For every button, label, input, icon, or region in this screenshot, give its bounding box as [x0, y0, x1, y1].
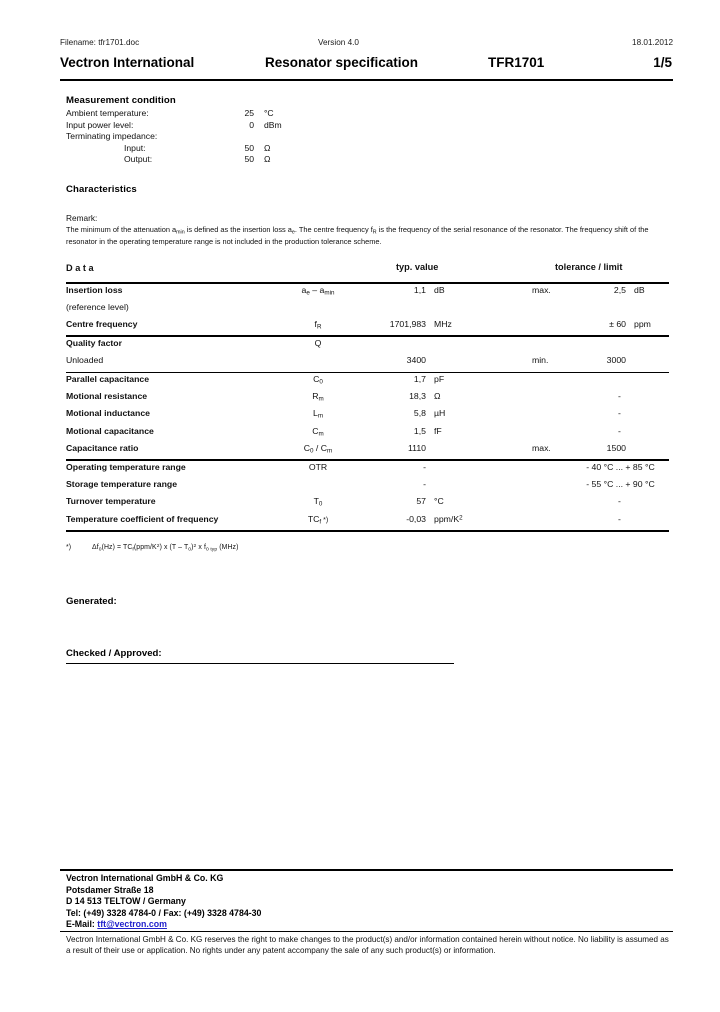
table-cell-unit: °C — [434, 496, 444, 507]
remark-part-3: . The centre frequency f — [294, 225, 373, 234]
table-row — [66, 337, 669, 354]
table-cell-qualifier: max. — [532, 284, 551, 295]
table-cell-range: - 55 °C ... + 90 °C — [586, 479, 655, 490]
table-cell-tolerance-unit: ppm — [634, 319, 651, 330]
table-row — [66, 442, 669, 459]
table-cell-tolerance: 2,5 — [613, 284, 626, 295]
footnote-p7: (MHz) — [217, 544, 239, 552]
table-row — [66, 407, 669, 424]
table-header-row — [66, 262, 669, 282]
table-cell-parameter: Motional resistance — [66, 390, 148, 401]
footer-street: Potsdamer Straße 18 — [66, 884, 154, 895]
table-cell-symbol: $R_m$ — [312, 390, 324, 403]
measurement-label: Input: — [124, 142, 146, 153]
footnote-p2: (Hz) = TC — [101, 544, 133, 552]
measurement-rows — [66, 108, 426, 166]
table-row — [66, 425, 669, 442]
measurement-unit: Ω — [264, 154, 271, 164]
footnote-p3: (ppm/K — [133, 544, 157, 552]
table-cell-typ-value: 1701,983 — [389, 319, 426, 330]
page-sheet — [60, 0, 673, 1012]
table-cell-unit: µH — [434, 408, 446, 419]
generated-label: Generated: — [66, 596, 117, 607]
table-cell-unit: pF — [434, 373, 445, 384]
filename-label: Filename: tfr1701.doc — [60, 38, 140, 47]
footer-email-label: E-Mail: — [66, 919, 98, 930]
measurement-row — [66, 108, 426, 120]
measurement-label: Output: — [124, 154, 153, 164]
version-label: Version 4.0 — [318, 38, 359, 47]
table-header-tolerance: tolerance / limit — [555, 262, 623, 272]
table-cell-parameter: Turnover temperature — [66, 496, 156, 507]
table-cell-symbol: $C_m$ — [312, 425, 324, 438]
measurement-label: Ambient temperature: — [66, 108, 149, 118]
spec-title: Resonator specification — [265, 55, 419, 70]
table-cell-parameter: Parallel capacitance — [66, 373, 150, 384]
footnote-sub3: 0 — [188, 547, 192, 553]
measurement-condition-title: Measurement condition — [66, 95, 176, 106]
table-cell-typ-value: - — [423, 479, 426, 490]
table-cell-parameter: Unloaded — [66, 355, 104, 366]
table-row — [66, 284, 669, 301]
remark-sub-fr: R — [372, 229, 377, 236]
footer-divider-bottom — [60, 931, 673, 932]
measurement-condition-section — [66, 95, 426, 166]
table-cell-parameter: Motional capacitance — [66, 425, 154, 436]
table-row — [66, 513, 669, 530]
table-cell-parameter: (reference level) — [66, 301, 129, 312]
table-cell-typ-value: 1110 — [407, 442, 426, 453]
table-cell-parameter: Capacitance ratio — [66, 442, 139, 453]
table-row — [66, 318, 669, 335]
table-cell-symbol: $a_e - a_{min}$ — [301, 284, 335, 297]
footnote-sub2: f — [132, 547, 134, 553]
remark-part-4: is the frequency of the serial resonance of the resonator. The frequency shift of the resonator in the operating temperature range is not included in the production tolerance scheme. — [66, 225, 649, 247]
page-number: 1/5 — [653, 55, 672, 70]
footnote-sub4: 0 typ — [205, 547, 218, 553]
footnote-formula — [66, 544, 239, 552]
measurement-label: Input power level: — [66, 119, 134, 130]
table-cell-unit: ppm/$K^2$ — [434, 513, 463, 524]
footer-company: Vectron International GmbH & Co. KG — [66, 873, 224, 883]
table-cell-typ-value: 57 — [416, 496, 426, 507]
table-cell-unit: Ω — [434, 390, 441, 401]
measurement-value: 50 — [244, 142, 254, 153]
table-cell-typ-value: 5,8 — [413, 408, 426, 419]
measurement-row — [66, 131, 426, 143]
header-title-row — [60, 55, 673, 75]
part-number: TFR1701 — [488, 55, 545, 70]
table-cell-typ-value: 1,5 — [413, 425, 426, 436]
table-cell-dash: - — [618, 408, 621, 419]
remark-label: Remark: — [66, 213, 98, 223]
table-cell-symbol: OTR — [308, 461, 328, 472]
footer-phone: Tel: (+49) 3328 4784-0 / Fax: (+49) 3328 4784-30 — [66, 907, 262, 918]
footnote-p4: ) x (T – T — [159, 544, 189, 552]
table-cell-tolerance: ± 60 — [609, 319, 626, 330]
footnote-sup2: 2 — [193, 544, 197, 549]
table-row — [66, 390, 669, 407]
footnote-sub1: 0 — [98, 547, 102, 553]
table-cell-symbol: Q — [314, 338, 322, 349]
footer-city: D 14 513 TELTOW / Germany — [66, 896, 186, 907]
measurement-row — [66, 143, 426, 155]
legal-disclaimer: Vectron International GmbH & Co. KG reserves the right to make changes to the product(s) and/or information contained herein without notice. No liability is assumed as a result of their use or application. No rights under any patent accompany the sale of any such product(s) or information. — [66, 935, 669, 956]
signature-line — [66, 663, 454, 664]
table-cell-symbol: $C_0 / C_m$ — [303, 442, 333, 455]
header-divider — [60, 79, 673, 81]
table-cell-typ-value: - — [423, 461, 426, 472]
table-cell-parameter: Storage temperature range — [66, 479, 178, 490]
table-cell-symbol: $T_0$ — [313, 496, 323, 508]
table-cell-dash: - — [618, 496, 621, 507]
measurement-row — [66, 154, 426, 166]
measurement-row — [66, 120, 426, 132]
remark-part-1: The minimum of the attenuation a — [66, 225, 177, 234]
table-cell-unit: fF — [434, 425, 442, 436]
table-cell-unit: dB — [434, 284, 445, 295]
footnote-marker: *) — [66, 544, 72, 552]
table-cell-typ-value: 1,1 — [413, 284, 426, 295]
table-row — [66, 495, 669, 512]
table-cell-parameter: Temperature coefficient of frequency — [66, 513, 219, 524]
table-cell-parameter: Insertion loss — [66, 284, 123, 295]
table-cell-dash: - — [618, 390, 621, 401]
table-body — [66, 284, 669, 532]
table-cell-symbol: $C_0$ — [313, 373, 323, 386]
table-cell-typ-value: -0,03 — [406, 513, 426, 524]
remark-sub-ae: e — [291, 229, 295, 236]
table-row — [66, 354, 669, 371]
company-name: Vectron International — [60, 55, 195, 70]
checked-approved-label: Checked / Approved: — [66, 648, 162, 659]
measurement-value: 0 — [249, 119, 254, 130]
footer-email-row — [66, 919, 261, 931]
table-cell-parameter: Operating temperature range — [66, 461, 186, 472]
table-cell-dash: - — [618, 425, 621, 436]
data-table — [66, 262, 669, 532]
table-cell-parameter: Quality factor — [66, 338, 122, 349]
footer-email-link[interactable]: tft@vectron.com — [97, 919, 167, 930]
table-cell-dash: - — [618, 513, 621, 524]
table-cell-typ-value: 1,7 — [413, 373, 426, 384]
table-cell-parameter: Centre frequency — [66, 319, 138, 330]
footnote-p5: ) — [191, 544, 194, 552]
table-cell-symbol: $L_m$ — [312, 408, 324, 420]
table-cell-symbol: $TC_f$ *) — [307, 513, 329, 526]
measurement-value: 50 — [244, 154, 254, 164]
footer-divider-top — [60, 869, 673, 871]
date-label: 18.01.2012 — [632, 38, 673, 47]
characteristics-title: Characteristics — [66, 184, 137, 195]
table-row — [66, 373, 669, 390]
remark-part-2: is defined as the insertion loss a — [184, 225, 292, 234]
measurement-unit: dBm — [264, 119, 282, 130]
header-meta-row — [60, 38, 673, 51]
table-row — [66, 301, 669, 318]
footnote-p6: x f — [196, 544, 206, 552]
measurement-unit: Ω — [264, 142, 271, 153]
table-cell-range: - 40 °C ... + 85 °C — [586, 461, 655, 472]
table-cell-typ-value: 18,3 — [409, 390, 426, 401]
table-cell-parameter: Motional inductance — [66, 408, 150, 419]
table-header-typ-value: typ. value — [396, 262, 439, 272]
table-cell-qualifier: min. — [532, 355, 549, 366]
table-cell-tolerance-unit: dB — [634, 284, 645, 295]
table-header-data: D a t a — [66, 263, 94, 273]
footnote-sup1: 2 — [156, 544, 160, 549]
table-cell-qualifier: max. — [532, 442, 551, 453]
remark-text — [66, 225, 670, 247]
table-row — [66, 478, 669, 495]
table-row — [66, 461, 669, 478]
document-header — [60, 38, 673, 75]
table-cell-typ-value: 3400 — [406, 355, 426, 366]
footnote-p1: Δf — [92, 544, 99, 552]
table-cell-unit: MHz — [434, 319, 452, 330]
measurement-label: Terminating impedance: — [66, 131, 158, 141]
remark-sub-amin: min — [176, 229, 185, 236]
measurement-value: 25 — [244, 108, 254, 118]
table-cell-tolerance: 1500 — [606, 442, 626, 453]
footer-address-block — [66, 873, 261, 931]
table-cell-tolerance: 3000 — [606, 355, 626, 366]
characteristics-section — [66, 184, 673, 247]
measurement-unit: °C — [264, 108, 274, 118]
table-cell-symbol: $f_R$ — [314, 319, 322, 331]
table-divider — [66, 530, 669, 532]
